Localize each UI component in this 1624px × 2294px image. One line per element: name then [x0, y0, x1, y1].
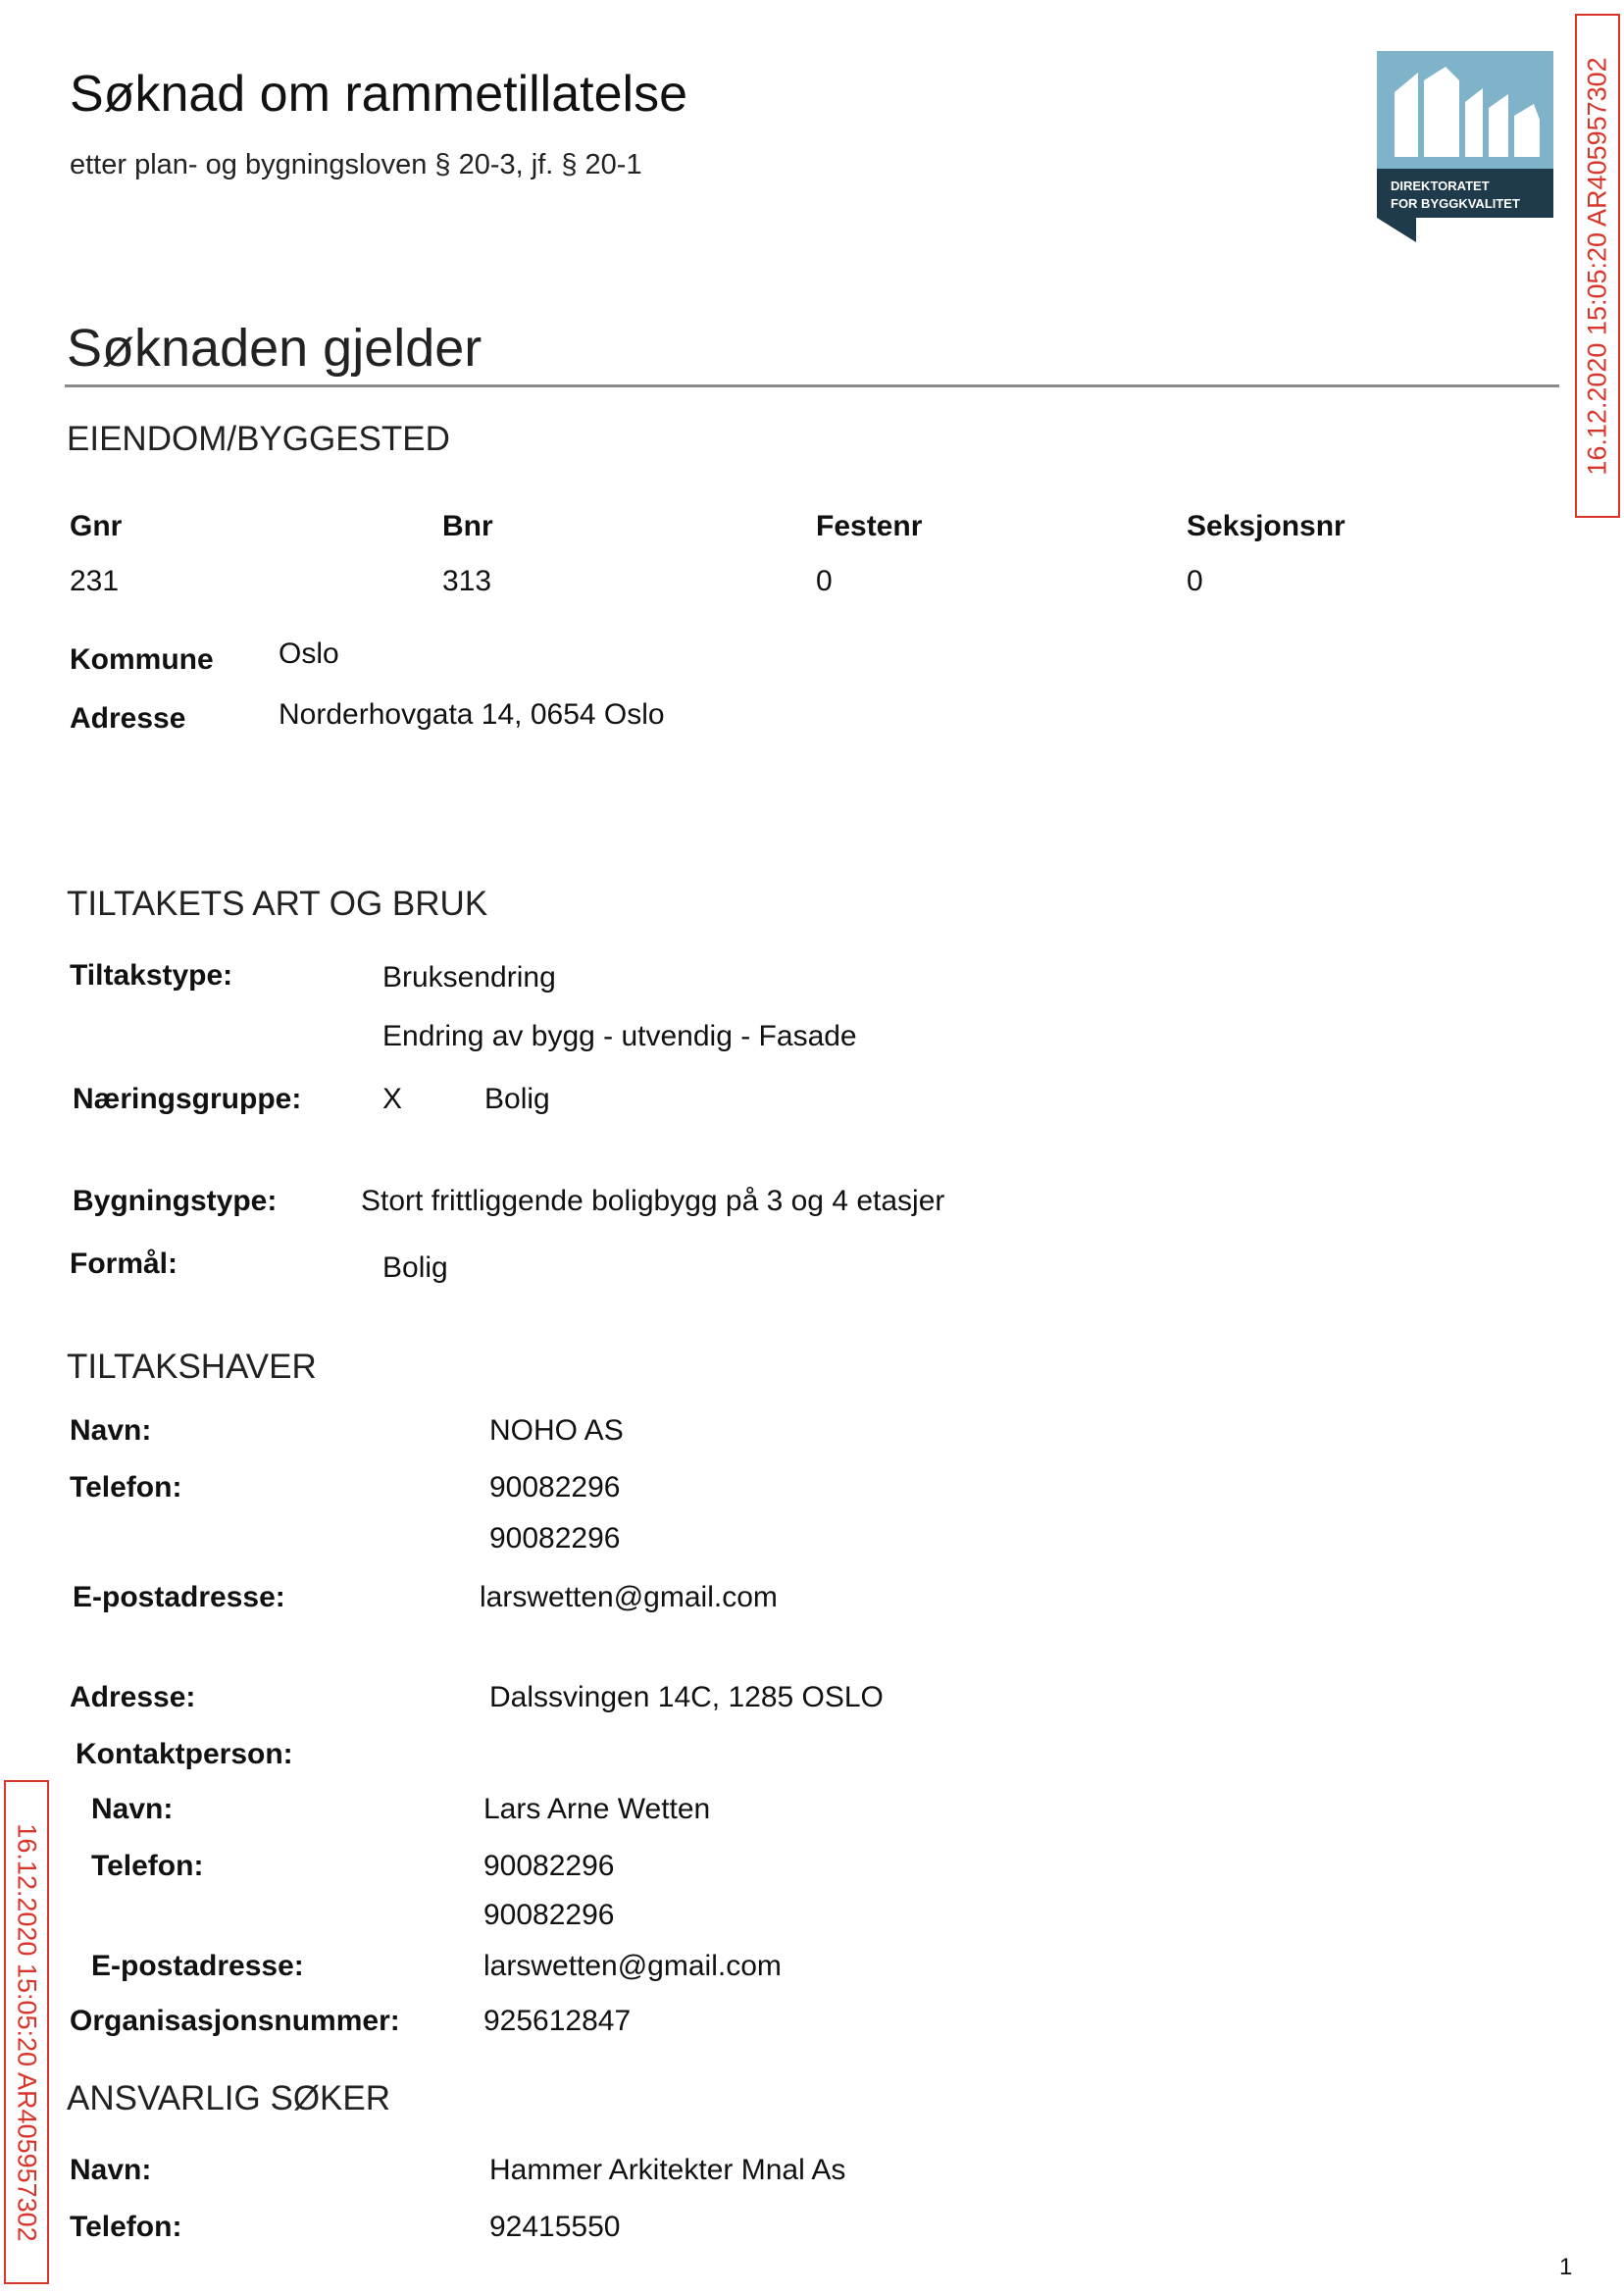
kontakt-epost-label: E-postadresse: — [91, 1950, 304, 1982]
gnr-value: 231 — [70, 565, 120, 597]
tiltakshaver-telefon-value-2: 90082296 — [489, 1522, 621, 1555]
ansvarlig-navn-value: Hammer Arkitekter Mnal As — [489, 2154, 846, 2186]
tiltakstype-label: Tiltakstype: — [70, 959, 233, 992]
tiltakshaver-adresse-value: Dalssvingen 14C, 1285 OSLO — [489, 1681, 884, 1713]
tiltakstype-value-2: Endring av bygg - utvendig - Fasade — [382, 1020, 857, 1052]
tiltakshaver-epost-label: E-postadresse: — [73, 1581, 285, 1613]
logo-building-2 — [1424, 67, 1459, 157]
formal-label: Formål: — [70, 1248, 178, 1280]
section-heading-tiltakshaver: TILTAKSHAVER — [67, 1348, 317, 1386]
festenr-value: 0 — [816, 565, 833, 597]
section-heading-eiendom: EIENDOM/BYGGESTED — [67, 420, 450, 458]
kontakt-telefon-value-1: 90082296 — [483, 1850, 615, 1882]
tiltakstype-value-1: Bruksendring — [382, 961, 556, 994]
bygningstype-label: Bygningstype: — [73, 1185, 278, 1217]
ansvarlig-telefon-label: Telefon: — [70, 2211, 182, 2243]
logo-text-line2: FOR BYGGKVALITET — [1391, 196, 1520, 211]
kontaktperson-label: Kontaktperson: — [76, 1738, 293, 1770]
orgnr-value: 925612847 — [483, 2005, 632, 2037]
orgnr-label: Organisasjonsnummer: — [70, 2005, 400, 2037]
timestamp-stamp-top — [1575, 14, 1620, 518]
section-heading-tiltak: TILTAKETS ART OG BRUK — [67, 885, 488, 923]
tiltakshaver-epost-value: larswetten@gmail.com — [480, 1581, 778, 1613]
dibk-logo — [1377, 51, 1553, 242]
kommune-label: Kommune — [70, 643, 214, 676]
logo-flag — [1377, 218, 1416, 242]
page-number: 1 — [1559, 2254, 1573, 2280]
stamp-text: 16.12.2020 15:05:20 AR405957302 — [12, 1822, 42, 2242]
kontakt-epost-value: larswetten@gmail.com — [483, 1950, 782, 1982]
document-title: Søknad om rammetillatelse — [70, 66, 687, 123]
kontakt-telefon-value-2: 90082296 — [483, 1899, 615, 1931]
tiltakshaver-adresse-label: Adresse: — [70, 1681, 196, 1713]
kontakt-navn-label: Navn: — [91, 1793, 174, 1825]
stamp-text: 16.12.2020 15:05:20 AR405957302 — [1582, 56, 1612, 476]
tiltakshaver-telefon-value-1: 90082296 — [489, 1471, 621, 1504]
naeringsgruppe-label: Næringsgruppe: — [73, 1083, 302, 1115]
bygningstype-value: Stort frittliggende boligbygg på 3 og 4 etasjer — [361, 1185, 945, 1217]
naeringsgruppe-code: X — [382, 1083, 403, 1115]
ansvarlig-telefon-value: 92415550 — [489, 2211, 621, 2243]
document-subtitle: etter plan- og bygningsloven § 20-3, jf. § 20-1 — [70, 149, 642, 180]
gnr-label: Gnr — [70, 510, 123, 542]
tiltakshaver-navn-value: NOHO AS — [489, 1414, 624, 1447]
tiltakshaver-navn-label: Navn: — [70, 1414, 152, 1447]
section-heading-ansvarlig: ANSVARLIG SØKER — [67, 2079, 391, 2117]
kontakt-navn-value: Lars Arne Wetten — [483, 1793, 711, 1825]
bnr-value: 313 — [442, 565, 492, 597]
festenr-label: Festenr — [816, 510, 923, 542]
naeringsgruppe-value: Bolig — [484, 1083, 550, 1115]
adresse-value: Norderhovgata 14, 0654 Oslo — [279, 698, 665, 731]
ansvarlig-navn-label: Navn: — [70, 2154, 152, 2186]
section-main-heading: Søknaden gjelder — [67, 319, 482, 378]
formal-value: Bolig — [382, 1251, 448, 1284]
tiltakshaver-telefon-label: Telefon: — [70, 1471, 182, 1504]
adresse-label: Adresse — [70, 702, 186, 735]
timestamp-stamp-bottom — [4, 1780, 49, 2284]
heading-divider — [65, 384, 1559, 387]
kontakt-telefon-label: Telefon: — [91, 1850, 204, 1882]
kommune-value: Oslo — [279, 637, 339, 670]
seksjonsnr-value: 0 — [1187, 565, 1203, 597]
bnr-label: Bnr — [442, 510, 493, 542]
logo-text-line1: DIREKTORATET — [1391, 178, 1490, 193]
seksjonsnr-label: Seksjonsnr — [1187, 510, 1345, 542]
